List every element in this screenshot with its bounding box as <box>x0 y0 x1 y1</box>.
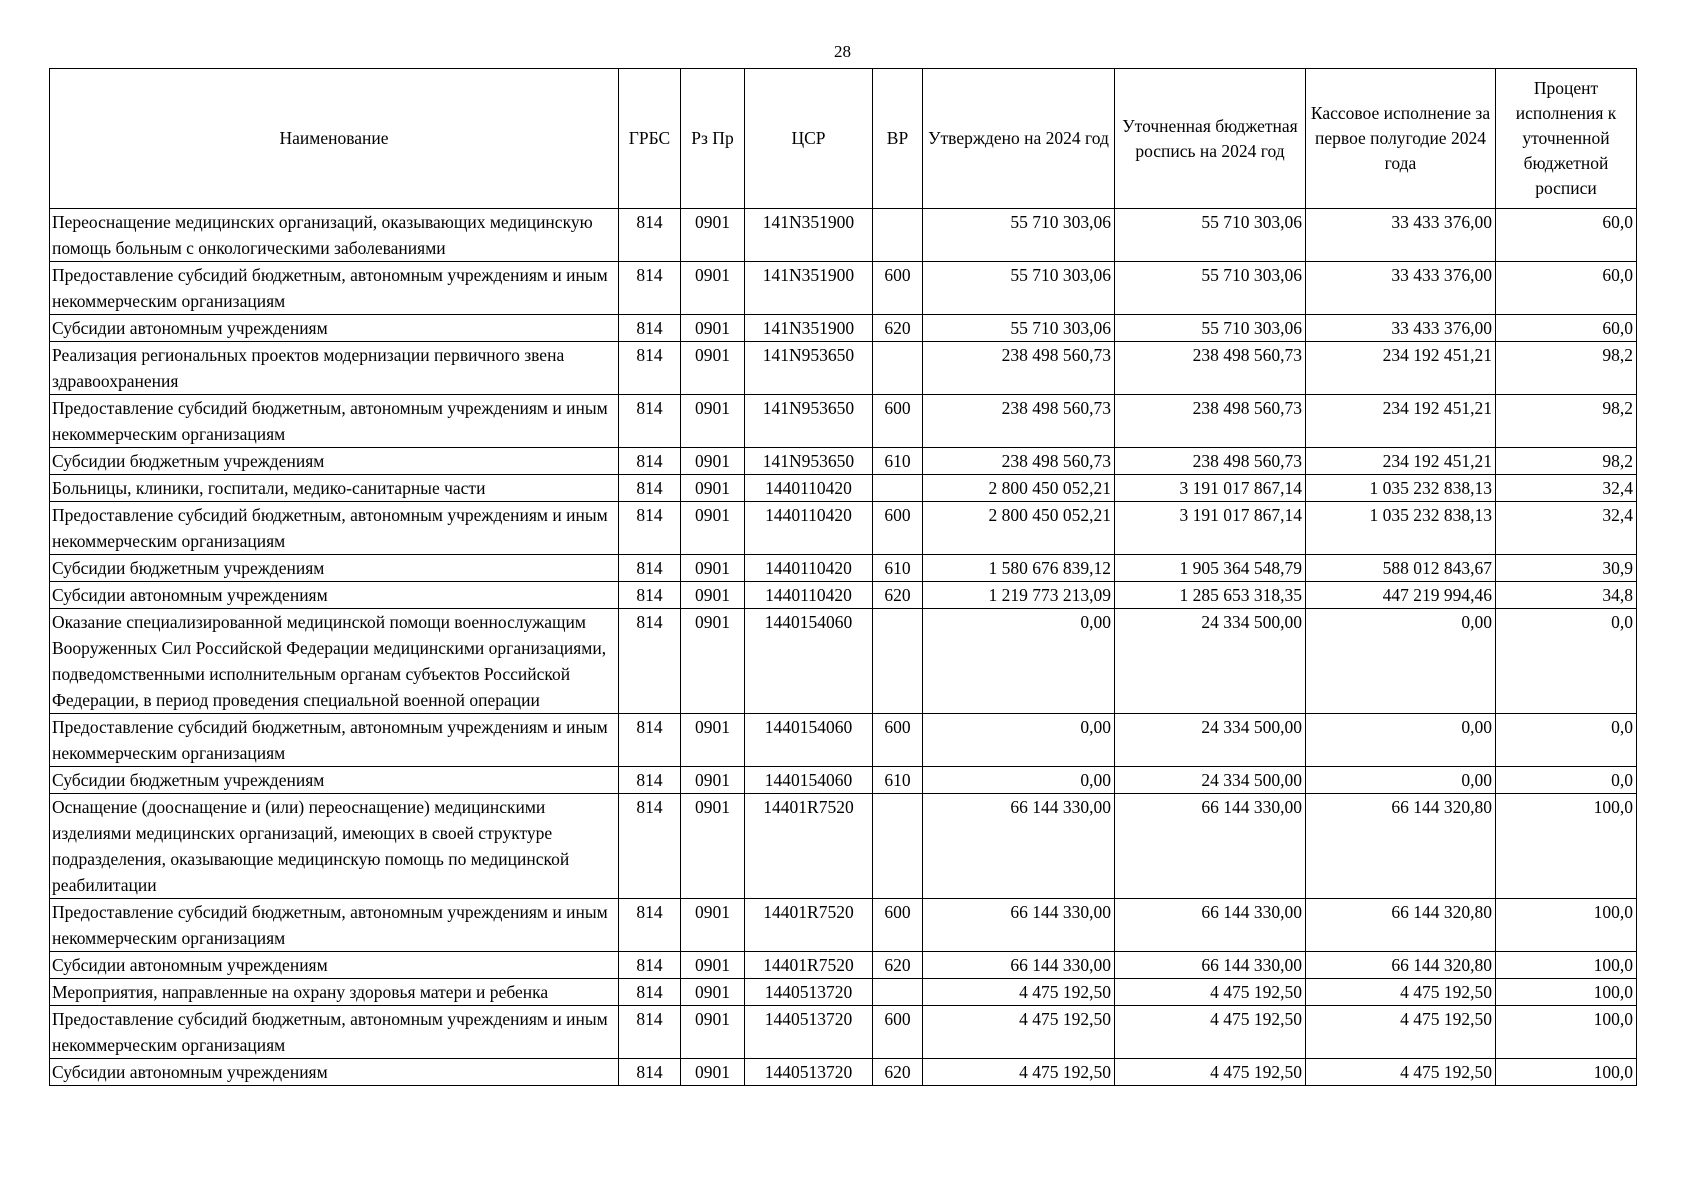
cell-approved: 0,00 <box>923 767 1115 794</box>
cell-refined: 3 191 017 867,14 <box>1115 475 1306 502</box>
cell-grbs: 814 <box>619 609 681 714</box>
cell-name: Предоставление субсидий бюджетным, автономным учреждениям и иным некоммерческим организациям <box>50 395 619 448</box>
cell-refined: 238 498 560,73 <box>1115 395 1306 448</box>
cell-grbs: 814 <box>619 582 681 609</box>
cell-percent: 100,0 <box>1496 1059 1637 1086</box>
cell-rzpr: 0901 <box>681 315 745 342</box>
cell-vr <box>873 475 923 502</box>
cell-approved: 55 710 303,06 <box>923 315 1115 342</box>
cell-grbs: 814 <box>619 315 681 342</box>
cell-refined: 55 710 303,06 <box>1115 315 1306 342</box>
cell-name: Оснащение (дооснащение и (или) переоснащение) медицинскими изделиями медицинских организаций, имеющих в своей структуре подразделения, оказывающие медицинскую помощь по медицинской реабилитации <box>50 794 619 899</box>
cell-csr: 141N351900 <box>745 209 873 262</box>
header-refined: Уточненная бюджетная роспись на 2024 год <box>1115 69 1306 209</box>
cell-name: Субсидии автономным учреждениям <box>50 315 619 342</box>
cell-percent: 60,0 <box>1496 315 1637 342</box>
cell-grbs: 814 <box>619 342 681 395</box>
cell-percent: 100,0 <box>1496 1006 1637 1059</box>
cell-grbs: 814 <box>619 1059 681 1086</box>
cell-csr: 1440513720 <box>745 1006 873 1059</box>
table-row <box>50 714 1637 767</box>
header-grbs: ГРБС <box>619 69 681 209</box>
table-row <box>50 315 1637 342</box>
cell-percent: 32,4 <box>1496 502 1637 555</box>
cell-csr: 141N351900 <box>745 262 873 315</box>
cell-percent: 32,4 <box>1496 475 1637 502</box>
cell-cash: 66 144 320,80 <box>1306 899 1496 952</box>
cell-vr: 620 <box>873 1059 923 1086</box>
cell-percent: 100,0 <box>1496 952 1637 979</box>
cell-grbs: 814 <box>619 1006 681 1059</box>
cell-approved: 66 144 330,00 <box>923 952 1115 979</box>
cell-csr: 1440513720 <box>745 979 873 1006</box>
cell-csr: 14401R7520 <box>745 899 873 952</box>
cell-rzpr: 0901 <box>681 342 745 395</box>
cell-rzpr: 0901 <box>681 448 745 475</box>
cell-cash: 0,00 <box>1306 767 1496 794</box>
cell-cash: 234 192 451,21 <box>1306 342 1496 395</box>
cell-approved: 4 475 192,50 <box>923 979 1115 1006</box>
cell-approved: 0,00 <box>923 609 1115 714</box>
table-row <box>50 952 1637 979</box>
cell-vr: 600 <box>873 395 923 448</box>
cell-name: Предоставление субсидий бюджетным, автономным учреждениям и иным некоммерческим организациям <box>50 502 619 555</box>
cell-name: Субсидии автономным учреждениям <box>50 582 619 609</box>
cell-percent: 98,2 <box>1496 448 1637 475</box>
cell-name: Субсидии бюджетным учреждениям <box>50 448 619 475</box>
cell-percent: 60,0 <box>1496 209 1637 262</box>
cell-grbs: 814 <box>619 767 681 794</box>
cell-csr: 141N953650 <box>745 395 873 448</box>
header-cash: Кассовое исполнение за первое полугодие 2024 года <box>1306 69 1496 209</box>
table-row <box>50 1006 1637 1059</box>
cell-grbs: 814 <box>619 502 681 555</box>
cell-cash: 1 035 232 838,13 <box>1306 475 1496 502</box>
cell-grbs: 814 <box>619 952 681 979</box>
cell-name: Предоставление субсидий бюджетным, автономным учреждениям и иным некоммерческим организациям <box>50 262 619 315</box>
table-row <box>50 395 1637 448</box>
cell-cash: 66 144 320,80 <box>1306 794 1496 899</box>
cell-cash: 4 475 192,50 <box>1306 979 1496 1006</box>
cell-csr: 1440110420 <box>745 555 873 582</box>
cell-cash: 0,00 <box>1306 609 1496 714</box>
cell-vr: 610 <box>873 767 923 794</box>
table-row <box>50 1059 1637 1086</box>
cell-csr: 1440513720 <box>745 1059 873 1086</box>
cell-name: Субсидии бюджетным учреждениям <box>50 555 619 582</box>
cell-rzpr: 0901 <box>681 209 745 262</box>
cell-percent: 34,8 <box>1496 582 1637 609</box>
header-csr: ЦСР <box>745 69 873 209</box>
cell-csr: 14401R7520 <box>745 794 873 899</box>
cell-grbs: 814 <box>619 555 681 582</box>
cell-rzpr: 0901 <box>681 395 745 448</box>
table-row <box>50 794 1637 899</box>
cell-rzpr: 0901 <box>681 952 745 979</box>
cell-refined: 55 710 303,06 <box>1115 209 1306 262</box>
header-name: Наименование <box>50 69 619 209</box>
cell-rzpr: 0901 <box>681 1059 745 1086</box>
cell-refined: 66 144 330,00 <box>1115 899 1306 952</box>
cell-rzpr: 0901 <box>681 714 745 767</box>
cell-rzpr: 0901 <box>681 262 745 315</box>
table-row <box>50 209 1637 262</box>
page-number: 28 <box>834 42 851 61</box>
cell-vr: 620 <box>873 315 923 342</box>
cell-grbs: 814 <box>619 262 681 315</box>
cell-csr: 1440110420 <box>745 475 873 502</box>
cell-refined: 4 475 192,50 <box>1115 1059 1306 1086</box>
cell-csr: 141N953650 <box>745 448 873 475</box>
cell-cash: 234 192 451,21 <box>1306 448 1496 475</box>
header-percent: Процент исполнения к уточненной бюджетной росписи <box>1496 69 1637 209</box>
cell-rzpr: 0901 <box>681 555 745 582</box>
cell-vr: 600 <box>873 899 923 952</box>
cell-vr: 600 <box>873 714 923 767</box>
cell-approved: 55 710 303,06 <box>923 209 1115 262</box>
cell-cash: 0,00 <box>1306 714 1496 767</box>
cell-approved: 2 800 450 052,21 <box>923 475 1115 502</box>
cell-vr <box>873 979 923 1006</box>
cell-rzpr: 0901 <box>681 502 745 555</box>
cell-refined: 1 285 653 318,35 <box>1115 582 1306 609</box>
cell-grbs: 814 <box>619 899 681 952</box>
cell-approved: 238 498 560,73 <box>923 342 1115 395</box>
cell-approved: 0,00 <box>923 714 1115 767</box>
cell-name: Субсидии бюджетным учреждениям <box>50 767 619 794</box>
cell-cash: 234 192 451,21 <box>1306 395 1496 448</box>
table-row <box>50 502 1637 555</box>
cell-grbs: 814 <box>619 794 681 899</box>
cell-refined: 55 710 303,06 <box>1115 262 1306 315</box>
cell-refined: 24 334 500,00 <box>1115 609 1306 714</box>
cell-cash: 588 012 843,67 <box>1306 555 1496 582</box>
cell-vr: 610 <box>873 448 923 475</box>
cell-refined: 238 498 560,73 <box>1115 342 1306 395</box>
cell-percent: 30,9 <box>1496 555 1637 582</box>
header-row <box>50 69 1637 209</box>
budget-table <box>49 68 1637 1086</box>
cell-vr: 620 <box>873 582 923 609</box>
cell-grbs: 814 <box>619 448 681 475</box>
cell-name: Предоставление субсидий бюджетным, автономным учреждениям и иным некоммерческим организациям <box>50 1006 619 1059</box>
cell-percent: 60,0 <box>1496 262 1637 315</box>
cell-refined: 238 498 560,73 <box>1115 448 1306 475</box>
cell-csr: 1440110420 <box>745 502 873 555</box>
cell-rzpr: 0901 <box>681 475 745 502</box>
cell-name: Больницы, клиники, госпитали, медико-санитарные части <box>50 475 619 502</box>
cell-vr <box>873 794 923 899</box>
cell-vr: 620 <box>873 952 923 979</box>
cell-vr: 600 <box>873 502 923 555</box>
cell-rzpr: 0901 <box>681 582 745 609</box>
cell-vr: 610 <box>873 555 923 582</box>
cell-name: Переоснащение медицинских организаций, оказывающих медицинскую помощь больным с онкологическими заболеваниями <box>50 209 619 262</box>
cell-grbs: 814 <box>619 209 681 262</box>
header-rzpr: Рз Пр <box>681 69 745 209</box>
cell-refined: 4 475 192,50 <box>1115 1006 1306 1059</box>
cell-refined: 66 144 330,00 <box>1115 952 1306 979</box>
cell-csr: 1440154060 <box>745 714 873 767</box>
cell-csr: 14401R7520 <box>745 952 873 979</box>
table-row <box>50 609 1637 714</box>
cell-vr <box>873 609 923 714</box>
cell-refined: 66 144 330,00 <box>1115 794 1306 899</box>
cell-approved: 238 498 560,73 <box>923 395 1115 448</box>
header-approved: Утверждено на 2024 год <box>923 69 1115 209</box>
cell-cash: 447 219 994,46 <box>1306 582 1496 609</box>
cell-percent: 100,0 <box>1496 899 1637 952</box>
cell-vr: 600 <box>873 262 923 315</box>
cell-percent: 0,0 <box>1496 609 1637 714</box>
cell-rzpr: 0901 <box>681 899 745 952</box>
cell-percent: 98,2 <box>1496 342 1637 395</box>
table-row <box>50 342 1637 395</box>
cell-rzpr: 0901 <box>681 1006 745 1059</box>
cell-percent: 98,2 <box>1496 395 1637 448</box>
cell-csr: 1440110420 <box>745 582 873 609</box>
cell-percent: 0,0 <box>1496 767 1637 794</box>
cell-name: Предоставление субсидий бюджетным, автономным учреждениям и иным некоммерческим организациям <box>50 899 619 952</box>
cell-refined: 3 191 017 867,14 <box>1115 502 1306 555</box>
cell-percent: 100,0 <box>1496 794 1637 899</box>
cell-cash: 33 433 376,00 <box>1306 262 1496 315</box>
table-row <box>50 448 1637 475</box>
cell-csr: 1440154060 <box>745 767 873 794</box>
cell-name: Предоставление субсидий бюджетным, автономным учреждениям и иным некоммерческим организациям <box>50 714 619 767</box>
cell-cash: 4 475 192,50 <box>1306 1006 1496 1059</box>
table-row <box>50 475 1637 502</box>
table-row <box>50 899 1637 952</box>
cell-percent: 100,0 <box>1496 979 1637 1006</box>
cell-name: Оказание специализированной медицинской помощи военнослужащим Вооруженных Сил Российской Федерации медицинскими организациями, подведомственными исполнительным органам субъектов Российской Федерации, в период проведения специальной военной операции <box>50 609 619 714</box>
cell-refined: 1 905 364 548,79 <box>1115 555 1306 582</box>
cell-approved: 238 498 560,73 <box>923 448 1115 475</box>
table-row <box>50 767 1637 794</box>
cell-percent: 0,0 <box>1496 714 1637 767</box>
header-vr: ВР <box>873 69 923 209</box>
cell-vr: 600 <box>873 1006 923 1059</box>
cell-refined: 24 334 500,00 <box>1115 767 1306 794</box>
cell-csr: 141N351900 <box>745 315 873 342</box>
cell-rzpr: 0901 <box>681 979 745 1006</box>
cell-approved: 66 144 330,00 <box>923 899 1115 952</box>
cell-cash: 1 035 232 838,13 <box>1306 502 1496 555</box>
cell-name: Реализация региональных проектов модернизации первичного звена здравоохранения <box>50 342 619 395</box>
cell-refined: 24 334 500,00 <box>1115 714 1306 767</box>
table-row <box>50 555 1637 582</box>
cell-cash: 33 433 376,00 <box>1306 315 1496 342</box>
cell-name: Субсидии автономным учреждениям <box>50 1059 619 1086</box>
table-row <box>50 979 1637 1006</box>
cell-csr: 1440154060 <box>745 609 873 714</box>
cell-approved: 1 219 773 213,09 <box>923 582 1115 609</box>
cell-vr <box>873 342 923 395</box>
cell-rzpr: 0901 <box>681 794 745 899</box>
cell-cash: 66 144 320,80 <box>1306 952 1496 979</box>
table-row <box>50 582 1637 609</box>
cell-approved: 1 580 676 839,12 <box>923 555 1115 582</box>
table-row <box>50 262 1637 315</box>
cell-name: Мероприятия, направленные на охрану здоровья матери и ребенка <box>50 979 619 1006</box>
cell-approved: 2 800 450 052,21 <box>923 502 1115 555</box>
cell-approved: 4 475 192,50 <box>923 1006 1115 1059</box>
cell-approved: 55 710 303,06 <box>923 262 1115 315</box>
cell-name: Субсидии автономным учреждениям <box>50 952 619 979</box>
cell-grbs: 814 <box>619 395 681 448</box>
cell-grbs: 814 <box>619 979 681 1006</box>
cell-grbs: 814 <box>619 475 681 502</box>
cell-csr: 141N953650 <box>745 342 873 395</box>
cell-grbs: 814 <box>619 714 681 767</box>
cell-cash: 4 475 192,50 <box>1306 1059 1496 1086</box>
cell-approved: 4 475 192,50 <box>923 1059 1115 1086</box>
cell-vr <box>873 209 923 262</box>
cell-cash: 33 433 376,00 <box>1306 209 1496 262</box>
cell-rzpr: 0901 <box>681 767 745 794</box>
cell-approved: 66 144 330,00 <box>923 794 1115 899</box>
cell-refined: 4 475 192,50 <box>1115 979 1306 1006</box>
cell-rzpr: 0901 <box>681 609 745 714</box>
